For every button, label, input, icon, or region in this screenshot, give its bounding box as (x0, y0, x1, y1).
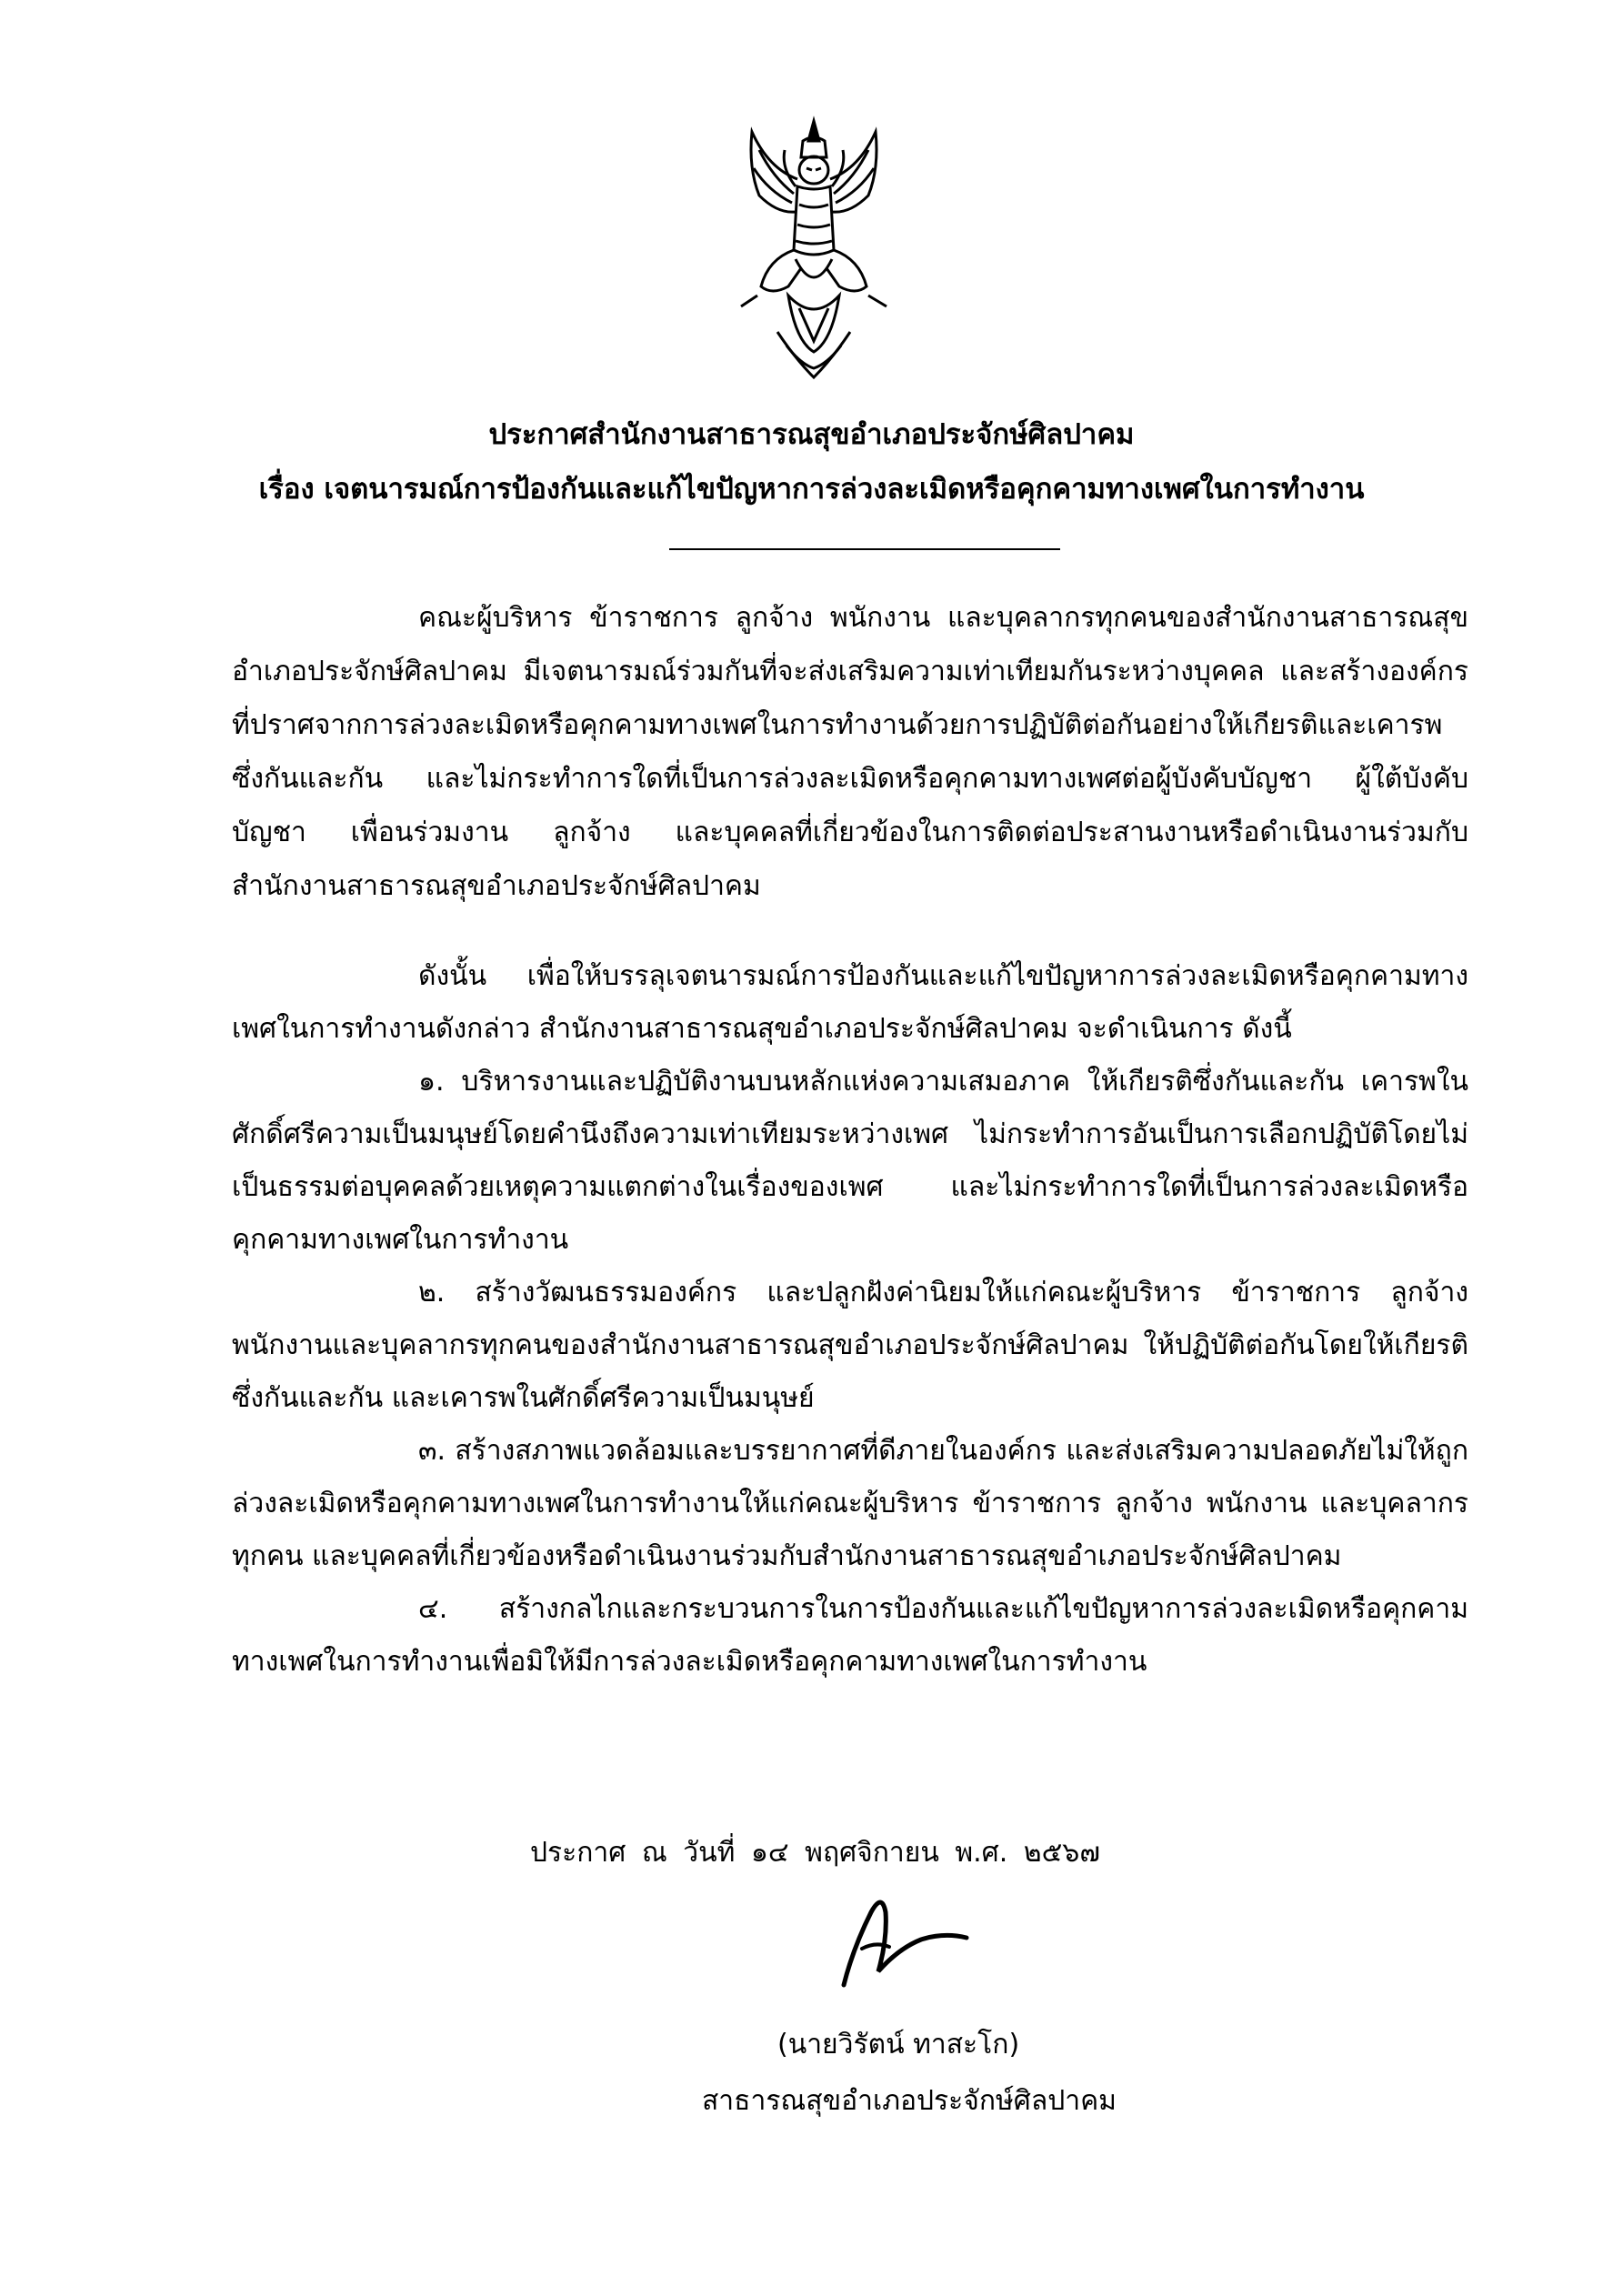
handwritten-signature-icon (835, 1885, 971, 1994)
signatory-name: (นายวิรัตน์ ทาสะโก) (777, 2029, 1020, 2060)
title-divider (669, 548, 1060, 550)
measure-item-1: ๑. บริหารงานและปฏิบัติงานบนหลักแห่งความเสมอภาค ให้เกียรติซึ่งกันและกัน เคารพในศักดิ์ศรีความเป็นมนุษย์โดยคำนึงถึงความเท่าเทียมระหว่างเพศ ไม่กระทำการอันเป็นการเลือกปฏิบัติโดยไม่เป็นธรรมต่อบุคคลด้วยเหตุความแตกต่างในเรื่องของเพศ และไม่กระทำการใดที่เป็นการล่วงละเมิดหรือคุกคามทางเพศในการทำงาน (232, 1066, 1468, 1256)
intro-paragraph: คณะผู้บริหาร ข้าราชการ ลูกจ้าง พนักงาน และบุคลากรทุกคนของสำนักงานสาธารณสุขอำเภอประจักษ์ศิลปาคม มีเจตนารมณ์ร่วมกันที่จะส่งเสริมความเท่าเทียมกันระหว่างบุคคล และสร้างองค์กรที่ปราศจากการล่วงละเมิดหรือคุกคามทางเพศในการทำงานด้วยการปฏิบัติต่อกันอย่างให้เกียรติและเคารพซึ่งกันและกัน และไม่กระทำการใดที่เป็นการล่วงละเมิดหรือคุกคามทางเพศต่อผู้บังคับบัญชา ผู้ใต้บังคับบัญชา เพื่อนร่วมงาน ลูกจ้าง และบุคคลที่เกี่ยวข้องในการติดต่อประสานงานหรือดำเนินงานร่วมกับสำนักงานสาธารณสุขอำเภอประจักษ์ศิลปาคม (232, 602, 1468, 902)
measure-item-3: ๓. สร้างสภาพแวดล้อมและบรรยากาศที่ดีภายในองค์กร และส่งเสริมความปลอดภัยไม่ให้ถูกล่วงละเมิดหรือคุกคามทางเพศในการทำงานให้แก่คณะผู้บริหาร ข้าราชการ ลูกจ้าง พนักงาน และบุคลากรทุกคน และบุคคลที่เกี่ยวข้องหรือดำเนินงานร่วมกับสำนักงานสาธารณสุขอำเภอประจักษ์ศิลปาคม (232, 1435, 1468, 1572)
measures-intro-paragraph: ดังนั้น เพื่อให้บรรลุเจตนารมณ์การป้องกันและแก้ไขปัญหาการล่วงละเมิดหรือคุกคามทางเพศในการทำงานดังกล่าว สำนักงานสาธารณสุขอำเภอประจักษ์ศิลปาคม จะดำเนินการ ดังนี้ (232, 960, 1468, 1045)
intro-section (232, 591, 1468, 913)
measure-item-2: ๒. สร้างวัฒนธรรมองค์กร และปลูกฝังค่านิยมให้แก่คณะผู้บริหาร ข้าราชการ ลูกจ้าง พนักงานและบุคลากรทุกคนของสำนักงานสาธารณสุขอำเภอประจักษ์ศิลปาคม ให้ปฏิบัติต่อกันโดยให้เกียรติซึ่งกันและกัน และเคารพในศักดิ์ศรีความเป็นมนุษย์ (232, 1277, 1468, 1414)
announcement-date: ประกาศ ณ วันที่ ๑๔ พฤศจิกายน พ.ศ. ๒๕๖๗ (530, 1837, 1100, 1869)
signatory-position: สาธารณสุขอำเภอประจักษ์ศิลปาคม (702, 2085, 1117, 2117)
measures-section (232, 950, 1468, 1689)
measure-item-4: ๔. สร้างกลไกและกระบวนการในการป้องกันและแก้ไขปัญหาการล่วงละเมิดหรือคุกคามทางเพศในการทำงานเพื่อมิให้มีการล่วงละเมิดหรือคุกคามทางเพศในการทำงาน (232, 1593, 1468, 1678)
announcement-subject: เรื่อง เจตนารมณ์การป้องกันและแก้ไขปัญหาการล่วงละเมิดหรือคุกคามทางเพศในการทำงาน (258, 473, 1365, 506)
garuda-emblem-icon (732, 114, 896, 386)
announcement-title: ประกาศสำนักงานสาธารณสุขอำเภอประจักษ์ศิลปาคม (488, 418, 1135, 451)
